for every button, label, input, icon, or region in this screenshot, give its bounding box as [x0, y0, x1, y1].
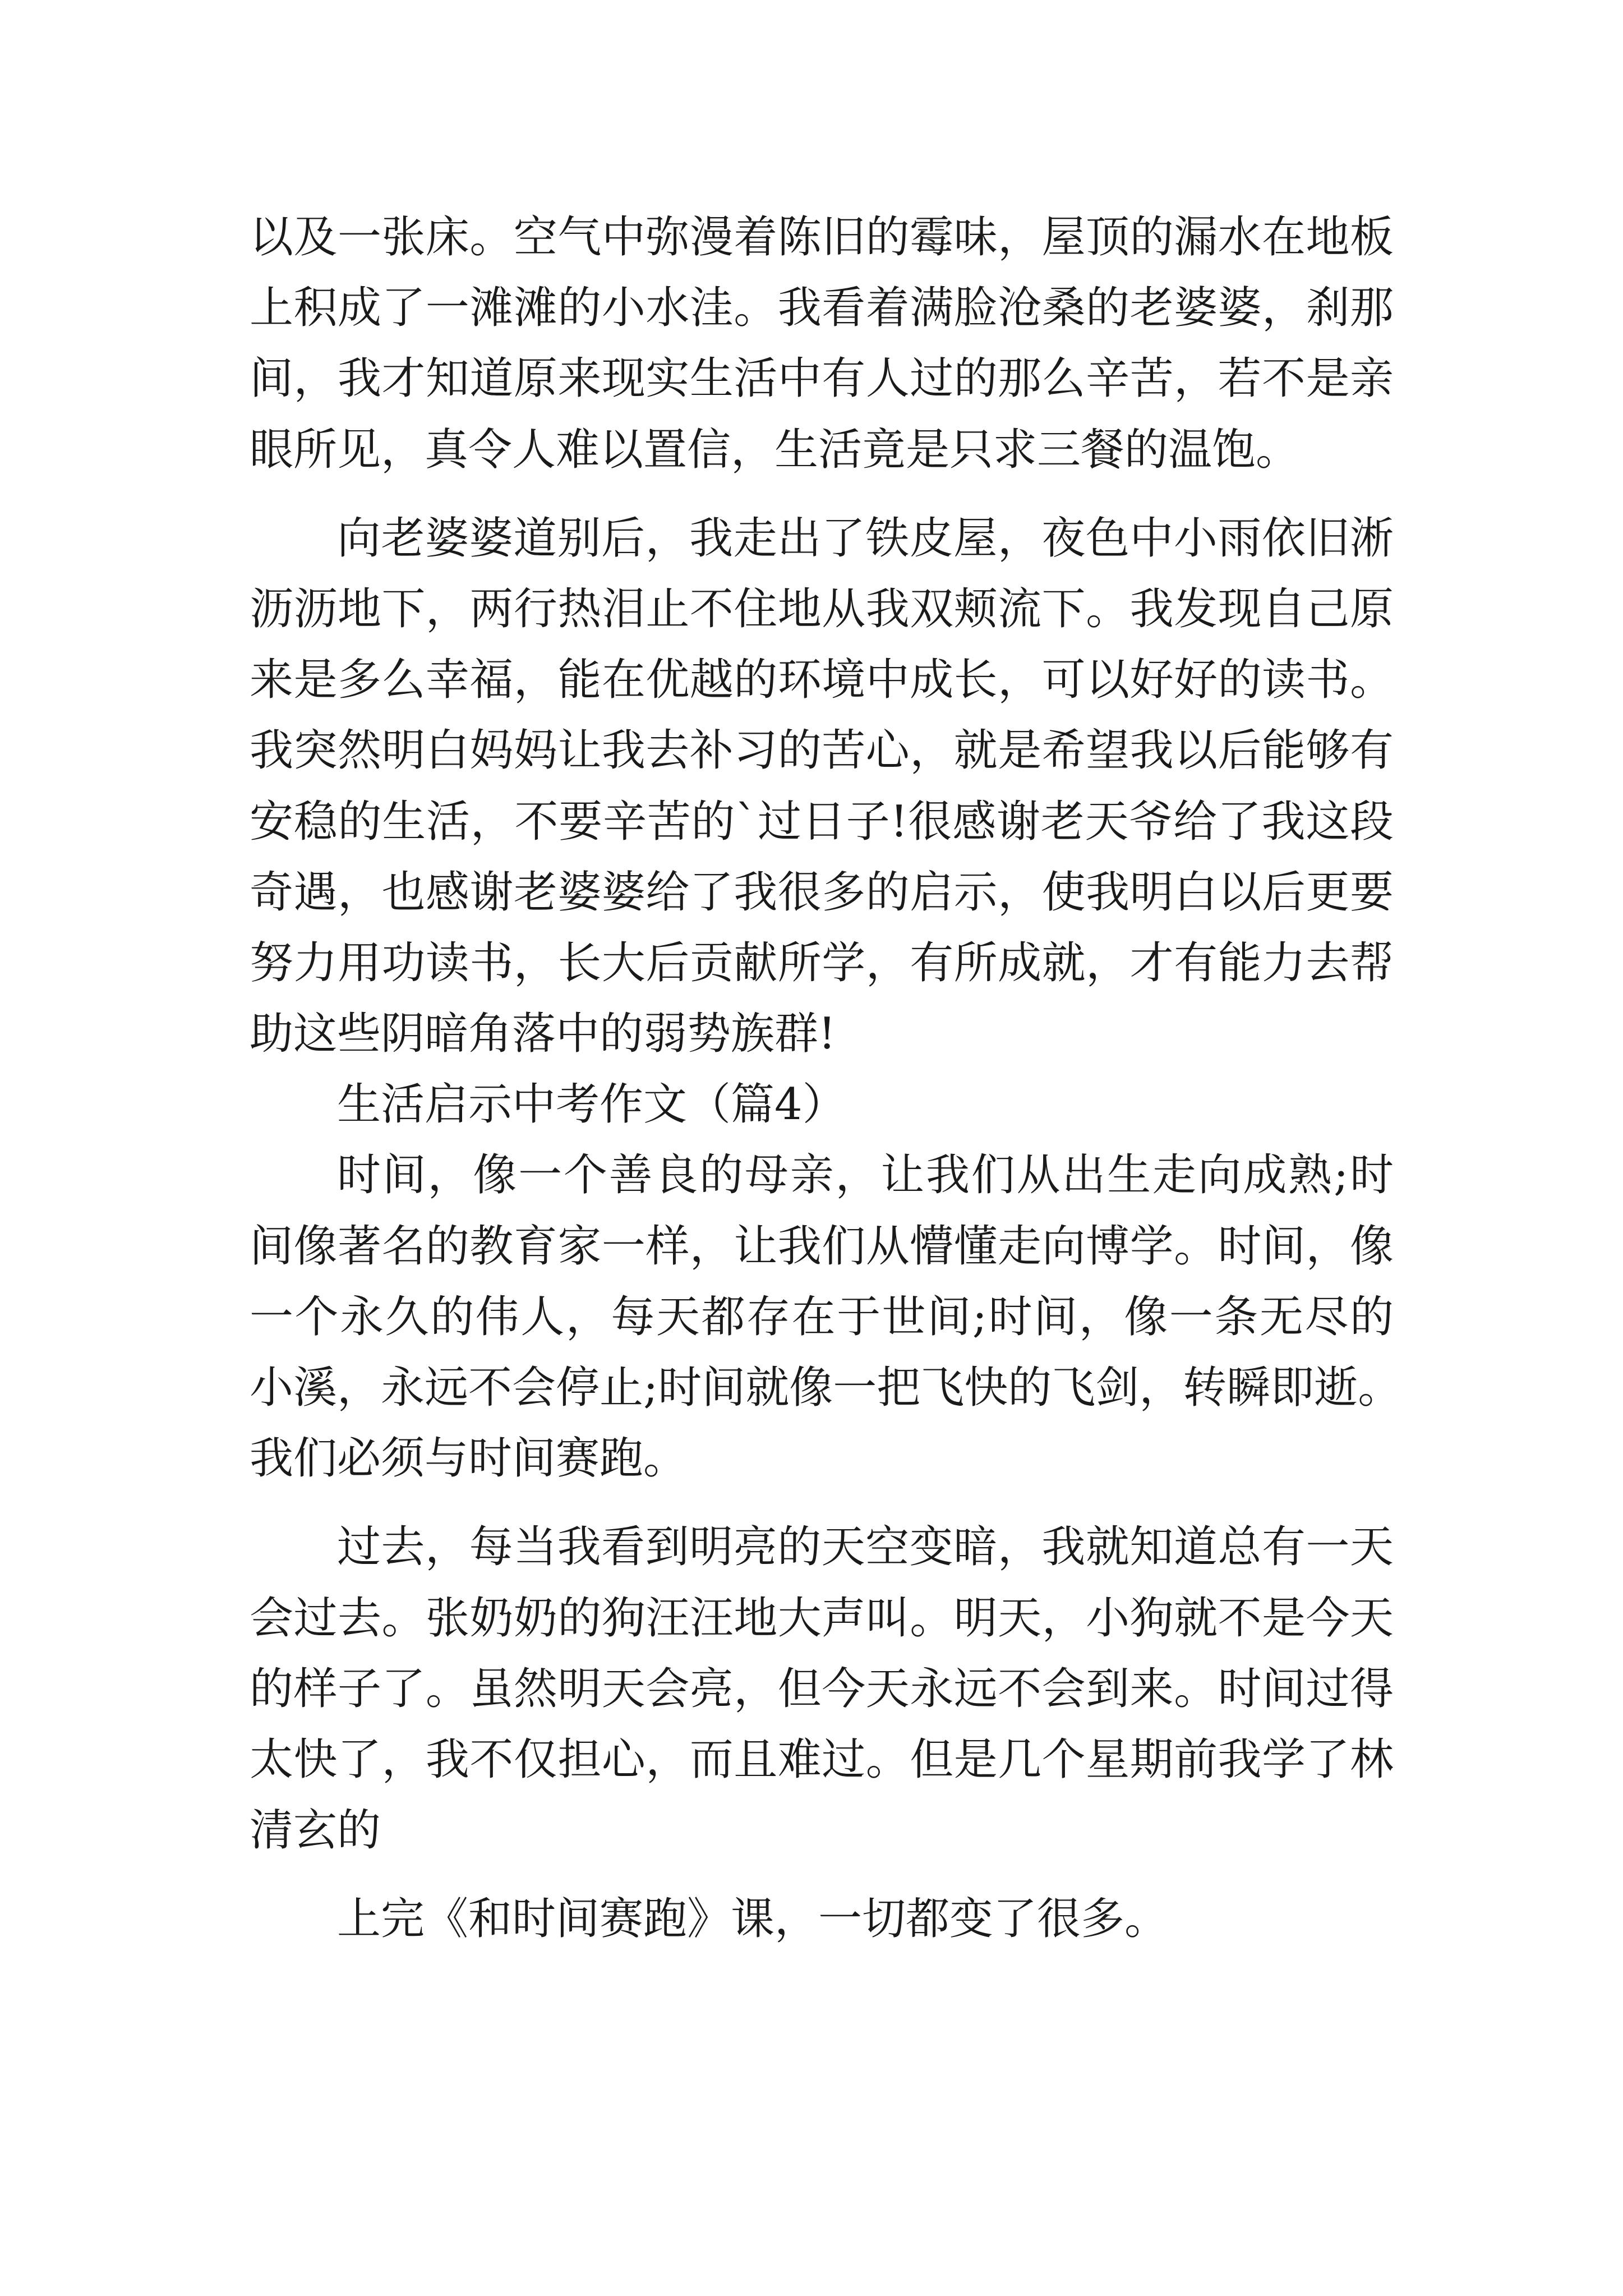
text-line: 太快了，我不仅担心，而且难过。但是几个星期前我学了林	[250, 1734, 1394, 1785]
text-line: 努力用功读书，长大后贡献所学，有所成就，才有能力去帮	[250, 937, 1394, 988]
text-line: 间，我才知道原来现实生活中有人过的那么辛苦，若不是亲	[250, 353, 1394, 404]
text-line: 清玄的	[250, 1805, 381, 1856]
section-heading: 生活启示中考作文（篇4）	[337, 1079, 846, 1130]
text-line: 的样子了。虽然明天会亮，但今天永远不会到来。时间过得	[250, 1663, 1394, 1714]
text-line: 过去，每当我看到明亮的天空变暗，我就知道总有一天	[337, 1522, 1394, 1573]
text-line: 小溪，永远不会停止;时间就像一把飞快的飞剑，转瞬即逝。	[250, 1363, 1402, 1413]
text-line: 时间，像一个善良的母亲，让我们从出生走向成熟;时	[337, 1150, 1394, 1201]
text-line: 上积成了一滩滩的小水洼。我看着满脸沧桑的老婆婆，刹那	[250, 283, 1394, 334]
text-line: 安稳的生活，不要辛苦的`过日子!很感谢老天爷给了我这段	[250, 796, 1394, 847]
text-line: 一个永久的伟人，每天都存在于世间;时间，像一条无尽的	[250, 1291, 1394, 1342]
text-line: 我突然明白妈妈让我去补习的苦心，就是希望我以后能够有	[250, 725, 1394, 776]
text-line: 间像著名的教育家一样，让我们从懵懂走向博学。时间，像	[250, 1221, 1394, 1272]
text-line: 来是多么幸福，能在优越的环境中成长，可以好好的读书。	[250, 655, 1394, 706]
text-line: 以及一张床。空气中弥漫着陈旧的霉味，屋顶的漏水在地板	[250, 212, 1394, 263]
text-line: 助这些阴暗角落中的弱势族群!	[250, 1009, 836, 1060]
text-line: 会过去。张奶奶的狗汪汪地大声叫。明天，小狗就不是今天	[250, 1593, 1394, 1644]
text-line: 上完《和时间赛跑》课，一切都变了很多。	[337, 1894, 1169, 1945]
article-body	[250, 202, 1402, 1955]
text-line: 向老婆婆道别后，我走出了铁皮屋，夜色中小雨依旧淅	[337, 513, 1394, 564]
text-line: 我们必须与时间赛跑。	[250, 1433, 688, 1484]
text-line: 奇遇，也感谢老婆婆给了我很多的启示，使我明白以后更要	[250, 867, 1394, 918]
text-line: 眼所见，真令人难以置信，生活竟是只求三餐的温饱。	[250, 424, 1300, 475]
text-line: 沥沥地下，两行热泪止不住地从我双颊流下。我发现自己原	[250, 583, 1394, 634]
